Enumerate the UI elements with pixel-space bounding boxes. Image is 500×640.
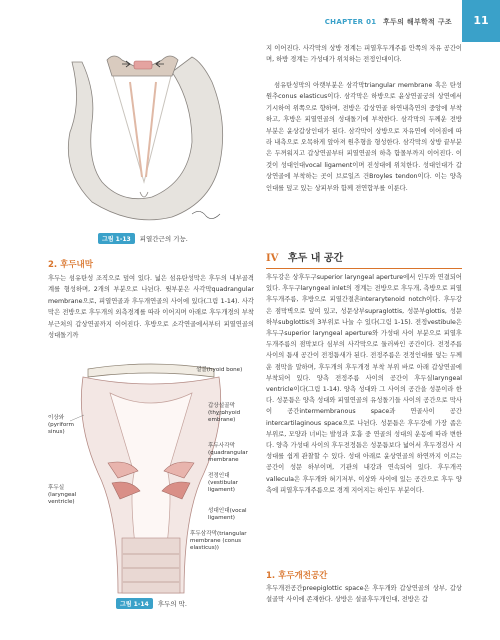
figure-1-14-caption-text: 후두의 막.: [157, 600, 187, 608]
label-hyoid-bone: 설골(hyoid bone): [196, 367, 243, 373]
label-triangular-membrane: 후두삼각막(triangular membrane (conus elasticus)): [190, 531, 247, 551]
figure-1-13-caption-text: 피열간근의 기능.: [139, 235, 188, 243]
figure-interarytenoid-illustration: [52, 42, 236, 232]
chapter-title: 후두의 해부학적 구조: [382, 18, 452, 26]
figure-1-13-badge: 그림 1-13: [98, 233, 135, 244]
subsection-1-heading: 1. 후두개전공간: [266, 571, 328, 581]
section-iv-title: 후두 내 공간: [287, 253, 344, 264]
label-vestibular-ligament: 전정인대 (vestibular ligament): [208, 473, 238, 493]
label-laryngeal-ventricle: 후두실 (laryngeal ventricle): [48, 485, 77, 505]
label-quadrangular-membrane: 후두사각막 (quadrangular membrane: [208, 443, 248, 463]
larynx-top-view-illustration: [52, 42, 236, 232]
label-vocal-ligament: 성대인대(vocal ligament): [208, 508, 247, 521]
section-2-paragraph: 후두는 섬유탄성 조직으로 덮여 있다. 넓은 섬유탄성막은 후두의 내부골격계를 형성하며, 2개의 부분으로 나뉜다. 윗부분은 사각막quadrangular membrane으로, 피열연골과 후두개연골의 사이에 있다(그림 1-14). 사각막은 전방으로 후두개의 외측경계를 따라 이어지며 아래로 후두개경의 부착부근처의 갑상연골까지 이어진다. 후방으로 소각연골에서부터 피열연골의 성대돌기까: [48, 275, 254, 340]
page-header: [0, 0, 500, 40]
chapter-heading: [325, 17, 452, 27]
right-paragraph-1: 지 이어진다. 사각막의 상방 경계는 피열후두개주름 안쪽의 자유 공간이며, 하방 경계는 가성대가 위치하는 전정인대이다.: [266, 45, 462, 64]
right-paragraph-4: 후두개전공간preepiglottic space은 후두개와 갑상연골의 상부, 갑상설골막 사이에 존재한다. 상방은 설골후두개인대, 전방은 갑: [266, 585, 462, 604]
section-iv-heading: [266, 249, 462, 269]
label-pyriform-sinus: 이상와 (pyriform sinus): [48, 415, 74, 435]
right-paragraph-2: 섬유탄성막의 아랫부분은 삼각막triangular membrane 혹은 탄성원추conus elasticus이다. 삼각막은 하방으로 윤상연골궁의 상연에서 기시하여 위쪽으로 향하며, 전방은 갑상연골 하연내측연의 중앙에 부착하고, 후방은 피열연골의 성대돌기에 부착한다. 삼각막의 두께운 전방 부분은 윤상갑상인대가 된다. 삼각막이 상방으로 자유연에 이어짐에 따라 내측으로 오목하게 앞아져 원추형을 형성한다. 삼각막의 상방 끝부분은 두꺼워지고 갑상연골부터 피열연골의 하측 함몰부까지 이어진다. 이것이 성대인대vocal ligament이며 진성대에 위치한다. 성대인대가 갑상연골에 부착하는 곳이 브로일즈 건Broyles tendon이다. 이는 양측 인대를 덮고 있는 상피부와 함께 전연합부를 이룬다.: [266, 82, 462, 192]
section-2-heading: 2. 후두내막: [48, 260, 93, 270]
right-paragraph-3: 후두강은 상후두구superior laryngeal aperture에서 인두와 연결되어 있다. 후두구laryngeal inlet의 경계는 전방으로 후두개, 측방으로 피열후두개주름, 후방으로 피열간절흔interarytenoid notch이다. 후두강은 점막벽으로 덮여 있고, 성문상부supraglottis, 성문부glottis, 성문하부subglottis의 3부위로 나눌 수 있다(그림 1-15). 전정vestibule은 후두구superior laryngeal aperture와 가성대 사이 부분으로 피열후두개주름의 점막보다 심부의 사각막으로 둘러싸인 공간이다. 전정주름 사이의 틈새 공간이 전정틈새가 된다. 전정주름은 전정인대를 덮는 두께운 점막을 말하며, 후두개의 후두개경 부착 부위 바로 아래 갑상연골에 부착되어 있다. 양측 전정주름 사이의 공간이 후두실laryngeal ventricle이다(그림 1-14). 양측 성대와 그 사이의 공간을 성문이라 한다. 성문틈은 양측 성대와 피열연골의 유성돌기들 사이의 공간으로 막사이 공간intermembranous space과 연골사이 공간intercartilaginous space으로 나뉜다. 성문틈은 후두강에 가장 좁은 부위로, 모양과 너비는 발성과 호흡 중 연골의 성대의 운동에 따라 변한다. 양측 가성대 사이의 후두전정틈은 성문틈보다 넓어서 후두경검사 시 성대를 쉽게 관찰할 수 있다. 성대 아래로 윤상연골의 하연까지 이르는 공간이 성문 하부이며, 기관의 내강과 연속되어 있다. 후두개곡vallecula은 후두개와 혀기저부, 이상와 사이에 있는 공간으로 후두 양측에 피열후두개주름으로 경계 지어지는 하인두 부분이다.: [266, 274, 462, 494]
label-thyrohyoid-membrane: 갑상설골막 (thyrohyoid embrane): [208, 403, 241, 423]
figure-1-13-caption: [98, 233, 188, 244]
chapter-label: CHAPTER 01: [324, 18, 377, 26]
figure-1-14-badge: 그림 1-14: [116, 598, 153, 609]
figure-laryngeal-membranes: [48, 363, 254, 603]
page-number-tab: [462, 0, 500, 42]
figure-1-14-caption: [116, 598, 187, 609]
page-number: 11: [473, 14, 489, 27]
section-iv-numeral: IV: [266, 253, 279, 264]
